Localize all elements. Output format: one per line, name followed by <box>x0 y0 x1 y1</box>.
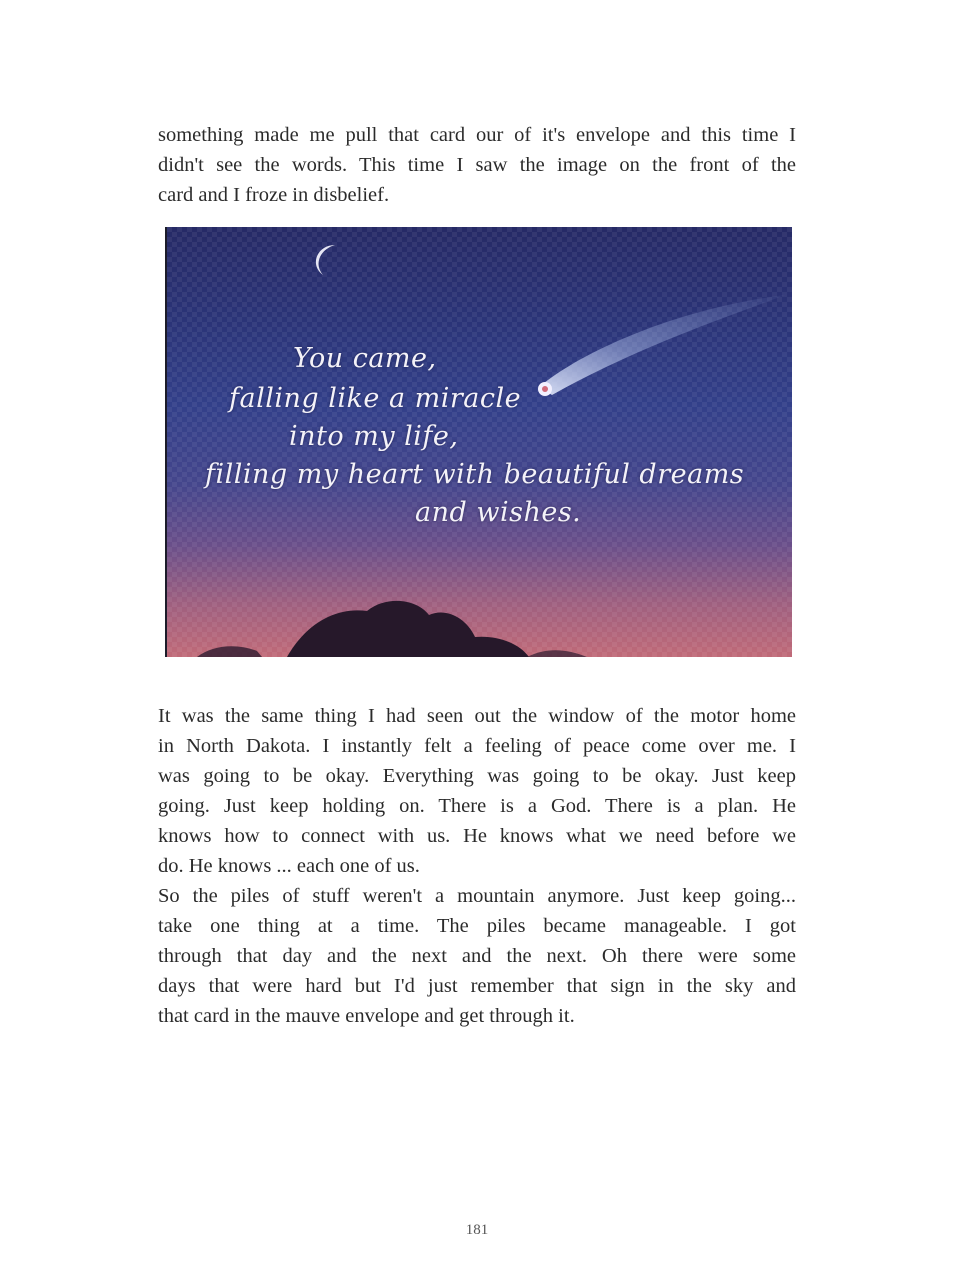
greeting-card-image <box>165 227 792 657</box>
poem-line: filling my heart with beautiful dreams <box>205 459 745 490</box>
text-line: something made me pull that card our of it's envelope and this time I <box>158 124 796 146</box>
text-line: take one thing at a time. The piles became manageable. I got <box>158 915 796 937</box>
paragraph-intro <box>158 120 796 210</box>
text-line: do. He knows ... each one of us. <box>158 855 420 877</box>
text-line: that card in the mauve envelope and get through it. <box>158 1005 575 1027</box>
paragraph-piles <box>158 881 796 1031</box>
text-line: through that day and the next and the next. Oh there were some <box>158 945 796 967</box>
text-line: days that were hard but I'd just remember that sign in the sky and <box>158 975 796 997</box>
text-line: was going to be okay. Everything was going to be okay. Just keep <box>158 765 796 787</box>
card-poem <box>167 227 792 657</box>
poem-line: falling like a miracle <box>229 383 522 414</box>
text-line: in North Dakota. I instantly felt a feeling of peace come over me. I <box>158 735 796 757</box>
text-line: knows how to connect with us. He knows what we need before we <box>158 825 796 847</box>
page-number: 181 <box>465 1222 489 1238</box>
paragraph-peace <box>158 701 796 881</box>
text-line: didn't see the words. This time I saw the image on the front of the <box>158 154 796 176</box>
poem-line: You came, <box>293 343 437 374</box>
text-line: going. Just keep holding on. There is a God. There is a plan. He <box>158 795 796 817</box>
text-line: So the piles of stuff weren't a mountain anymore. Just keep going... <box>158 885 796 907</box>
poem-line: into my life, <box>289 421 459 452</box>
text-line: It was the same thing I had seen out the window of the motor home <box>158 705 796 727</box>
text-line: card and I froze in disbelief. <box>158 184 390 206</box>
poem-line: and wishes. <box>415 497 582 528</box>
